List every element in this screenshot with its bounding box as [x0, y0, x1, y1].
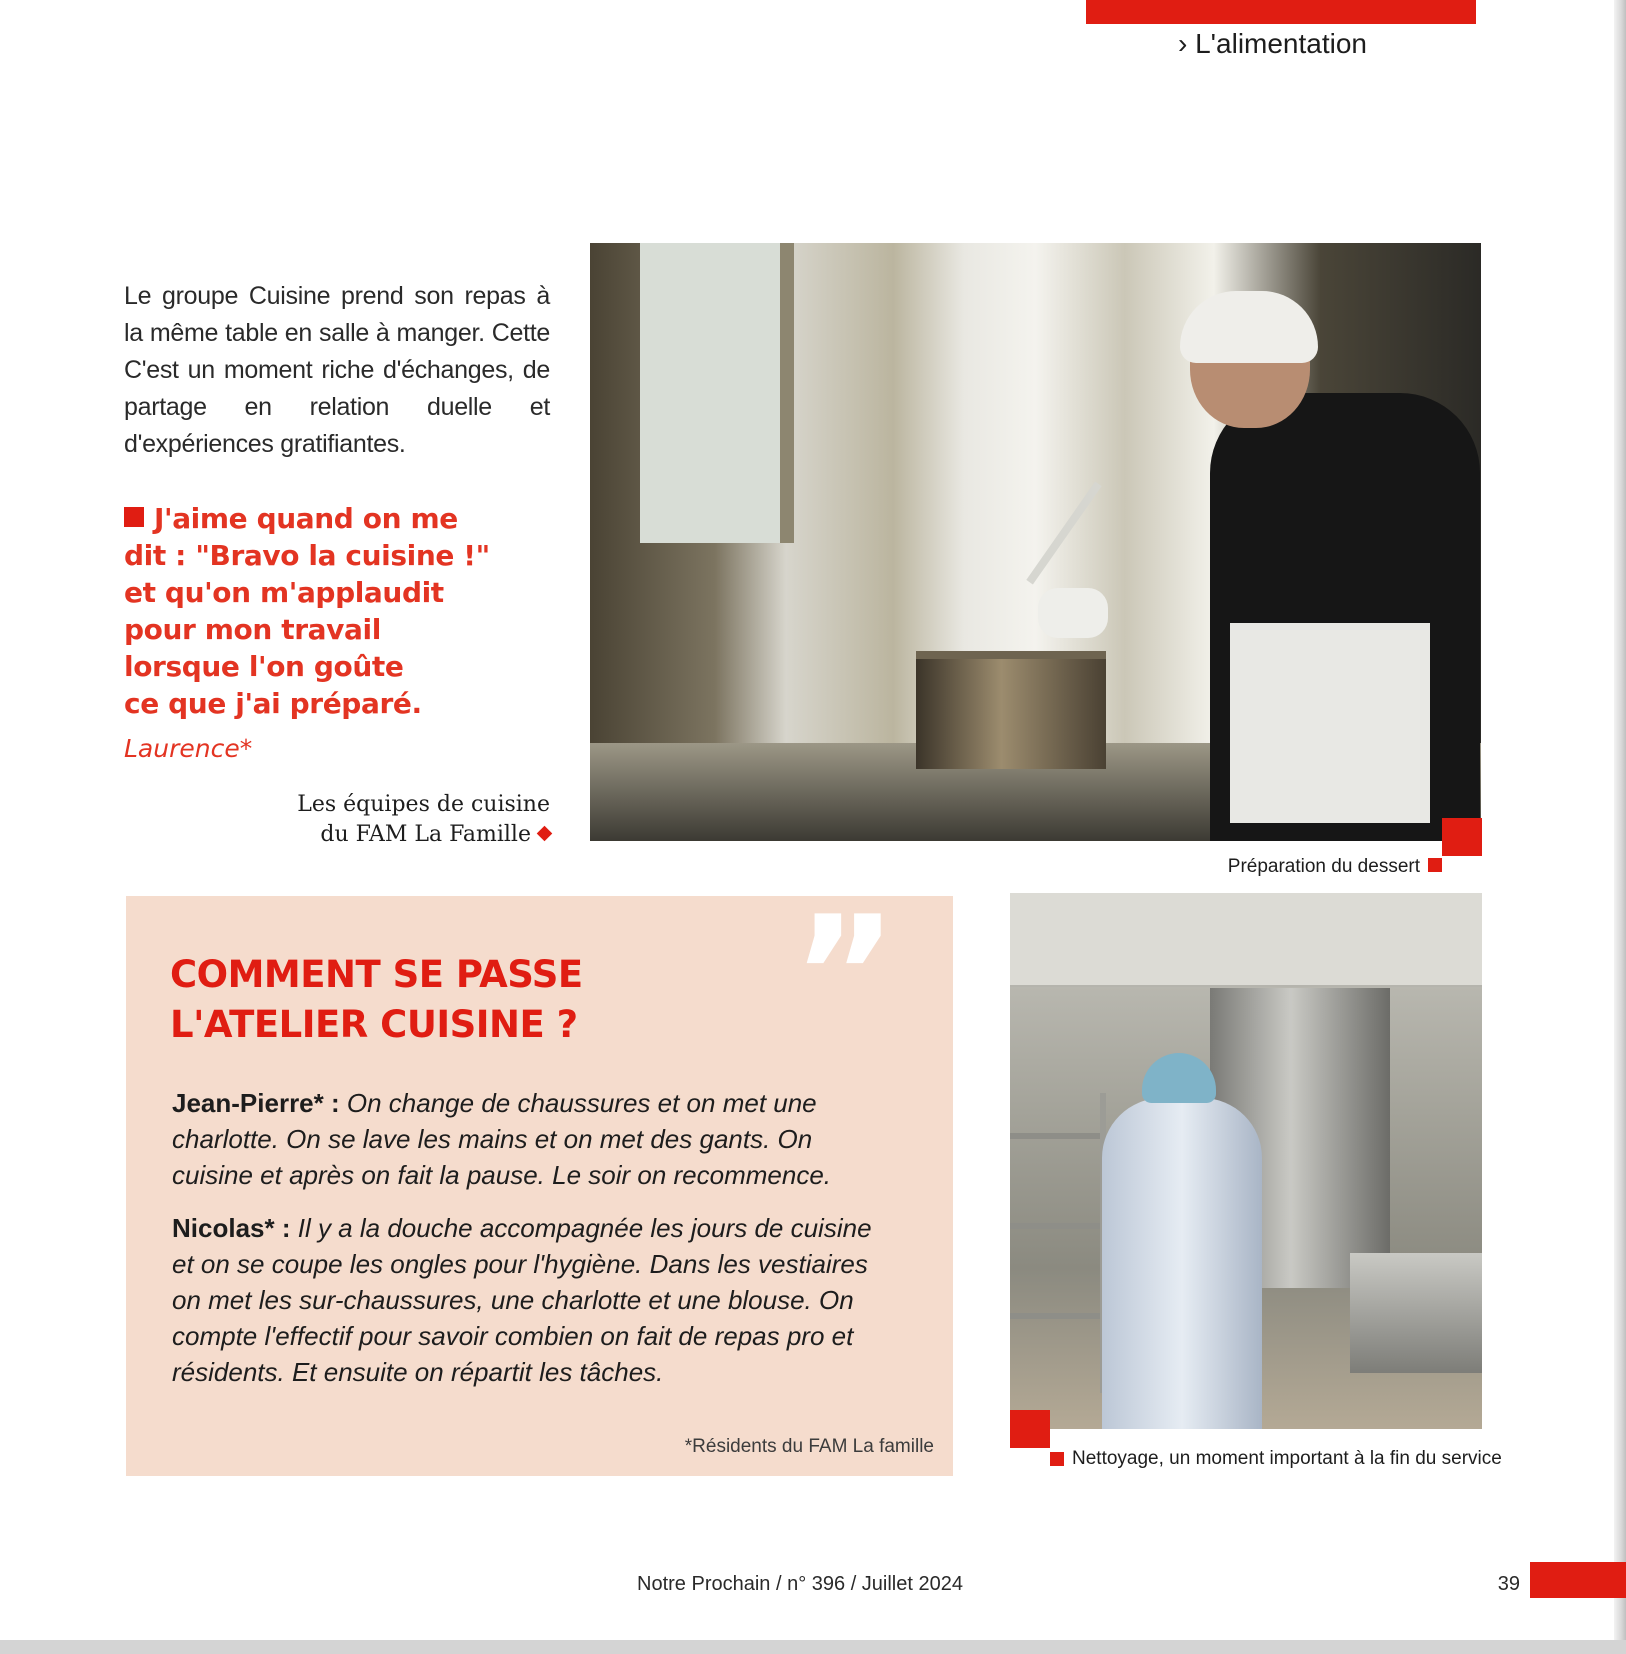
- quote-marks-icon: ”: [792, 881, 898, 1068]
- header-accent-bar: [1086, 0, 1476, 24]
- atelier-box-title: COMMENT SE PASSE L'ATELIER CUISINE ?: [170, 953, 583, 1046]
- team-caption-line1: Les équipes de cuisine: [297, 792, 550, 817]
- caption-corner-square: [1442, 818, 1482, 856]
- photo-ceiling: [1010, 893, 1482, 987]
- speaker-name: Nicolas* :: [172, 1213, 291, 1243]
- page-edge-shadow: [1614, 0, 1626, 1654]
- quote-square-icon: [124, 507, 144, 527]
- page-bottom-shade: [0, 1640, 1626, 1654]
- photo-window: [640, 243, 794, 543]
- caption-corner-square: [1010, 1410, 1050, 1448]
- diamond-icon: [537, 826, 553, 842]
- testimony-text: Il y a la douche accompagnée les jours de cuisine et on se coupe les ongles pour l'hygiène. Dans les vestiaires on met les sur-chaussures, une charlotte et une blouse. On compte l'effectif pour savoir combien on fait de repas pro et résidents. Et ensuite on répartit les tâches.: [172, 1213, 872, 1387]
- testimony-text: On change de chaussures et on met une charlotte. On se lave les mains et on met des gants. On cuisine et après on fait la pause. Le soir on recommence.: [172, 1088, 832, 1190]
- photo-shelf: [1010, 1093, 1106, 1393]
- section-label: › L'alimentation: [1178, 28, 1367, 59]
- photo-glove: [1038, 588, 1108, 638]
- photo-cleaning: [1010, 893, 1482, 1429]
- footer-accent-bar: [1530, 1562, 1626, 1598]
- photo2-caption: Nettoyage, un moment important à la fin du service: [1072, 1448, 1502, 1469]
- photo-cook-apron: [1230, 623, 1430, 823]
- photo-dessert-preparation: [590, 243, 1481, 841]
- team-caption-line2: du FAM La Famille: [250, 820, 550, 850]
- photo-hairnet: [1180, 291, 1318, 363]
- pull-quote-text: J'aime quand on me dit : "Bravo la cuisine !" et qu'on m'applaudit pour mon travail lorsque l'on goûte ce que j'ai préparé.: [124, 502, 490, 720]
- testimony-jean-pierre: [172, 1085, 882, 1193]
- photo-worker-cap: [1142, 1053, 1216, 1103]
- testimony-nicolas: [172, 1210, 882, 1390]
- photo-sink: [1350, 1253, 1482, 1373]
- quote-author: Laurence*: [124, 734, 253, 763]
- caption-marker-icon: [1050, 1452, 1064, 1466]
- residents-footnote: *Résidents du FAM La famille: [684, 1436, 934, 1457]
- photo-worker: [1102, 1098, 1262, 1429]
- publication-footer: Notre Prochain / n° 396 / Juillet 2024: [637, 1573, 963, 1595]
- photo-shelf-board: [1010, 1133, 1100, 1139]
- intro-paragraph: Le groupe Cuisine prend son repas à la même table en salle à manger. Cette C'est un moment riche d'échanges, de partage en relation duelle et d'expériences gratifiantes.: [124, 282, 550, 458]
- speaker-name: Jean-Pierre* :: [172, 1088, 340, 1118]
- team-caption: [250, 790, 550, 850]
- photo1-caption: Préparation du dessert: [1227, 856, 1420, 877]
- pull-quote: [124, 500, 554, 722]
- photo-shelf-board: [1010, 1313, 1100, 1319]
- caption-marker-icon: [1428, 858, 1442, 872]
- photo-pot: [916, 651, 1106, 769]
- photo-ladle: [1026, 482, 1101, 585]
- page-number: 39: [1497, 1573, 1520, 1595]
- photo-shelf-board: [1010, 1223, 1100, 1229]
